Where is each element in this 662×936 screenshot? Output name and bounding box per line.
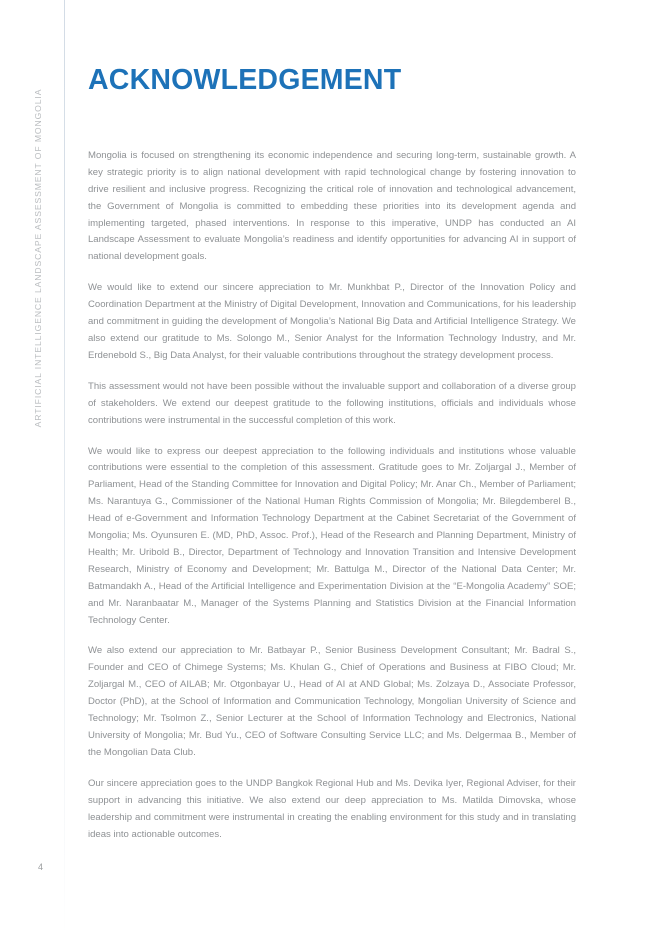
paragraph: We would like to extend our sincere appreciation to Mr. Munkhbat P., Director of the Innovation Policy and Coordination Department at the Ministry of Digital Development, Innovation and Communications, for his leadership and commitment in guiding the development of Mongolia’s National Big Data and Artificial Intelligence Strategy. We also extend our gratitude to Ms. Solongo M., Senior Analyst for the Information Technology Industry, and Mr. Erdenebold S., Big Data Analyst, for their valuable contributions throughout the strategy development process. [88,282,576,361]
paragraph: We would like to express our deepest appreciation to the following individuals and institutions whose valuable contributions were essential to the completion of this assessment. Gratitude goes to Mr. Zoljargal J., Member of Parliament, Head of the Standing Committee for Innovation and Digital Policy; Mr. Anar Ch., Member of Parliament; Ms. Narantuya G., Commissioner of the National Human Rights Commission of Mongolia; Mr. Bilegdemberel B., Head of e-Government and Information Technology Department at the Cabinet Secretariat of the Government of Mongolia; Ms. Oyunsuren E. (MD, PhD, Assoc. Prof.), Head of the Research and Planning Department, Ministry of Health; Mr. Uribold B., Director, Department of Technology and Innovation Transition and Intensive Development Research, Ministry of Economy and Development; Mr. Battulga M., Director of the National Data Center; Mr. Batmandakh A., Head of the Artificial Intelligence and Experimentation Division at the “E-Mongolia Academy” SOE; and Mr. Naranbaatar M., Manager of the Systems Planning and Statistics Division at the Financial Information Technology Center. [88,445,576,626]
paragraph: Mongolia is focused on strengthening its economic independence and securing long-term, sustainable growth. A key strategic priority is to align national development with rapid technological change by fostering innovation to drive resilient and inclusive progress. Recognizing the critical role of innovation and technological advancement, the Government of Mongolia is committed to embedding these priorities into its development agenda and implementing targeted, phased interventions. In response to this imperative, UNDP has conducted an AI Landscape Assessment to evaluate Mongolia’s readiness and identify opportunities for advancing AI in support of national development goals. [88,149,576,263]
page-title: ACKNOWLEDGEMENT [88,64,402,96]
page-content [88,0,576,843]
margin-rule-divider [64,0,65,936]
page-number: 4 [38,862,44,872]
running-head [0,0,80,936]
body-copy [88,148,576,844]
paragraph: We also extend our appreciation to Mr. Batbayar P., Senior Business Development Consultant; Mr. Badral S., Founder and CEO of Chimege Systems; Ms. Khulan G., Chief of Operations and Business at FIBO Cloud; Mr. Zoljargal M., CEO of AILAB; Mr. Otgonbayar U., Head of AI at AND Global; Ms. Zolzaya D., Associate Professor, Doctor (PhD), at the School of Information and Communication Technology, Mongolian University of Science and Technology; Mr. Tsolmon Z., Senior Lecturer at the School of Information Technology and Electronics, National University of Mongolia; Mr. Bud Yu., CEO of Software Consulting Service LLC; and Ms. Delgermaa B., Member of the Mongolian Data Club. [88,645,576,758]
paragraph: This assessment would not have been possible without the invaluable support and collaboration of a diverse group of stakeholders. We extend our deepest gratitude to the following institutions, officials and individuals whose contributions were instrumental in the successful completion of this work. [88,380,576,426]
running-head-label: ARTIFICIAL INTELLIGENCE LANDSCAPE ASSESSMENT OF MONGOLIA [33,88,43,428]
paragraph: Our sincere appreciation goes to the UNDP Bangkok Regional Hub and Ms. Devika Iyer, Regional Adviser, for their support in advancing this initiative. We also extend our deep appreciation to Ms. Matilda Dimovska, whose leadership and commitment were instrumental in creating the enabling environment for this study and in translating ideas into actionable outcomes. [88,777,576,840]
